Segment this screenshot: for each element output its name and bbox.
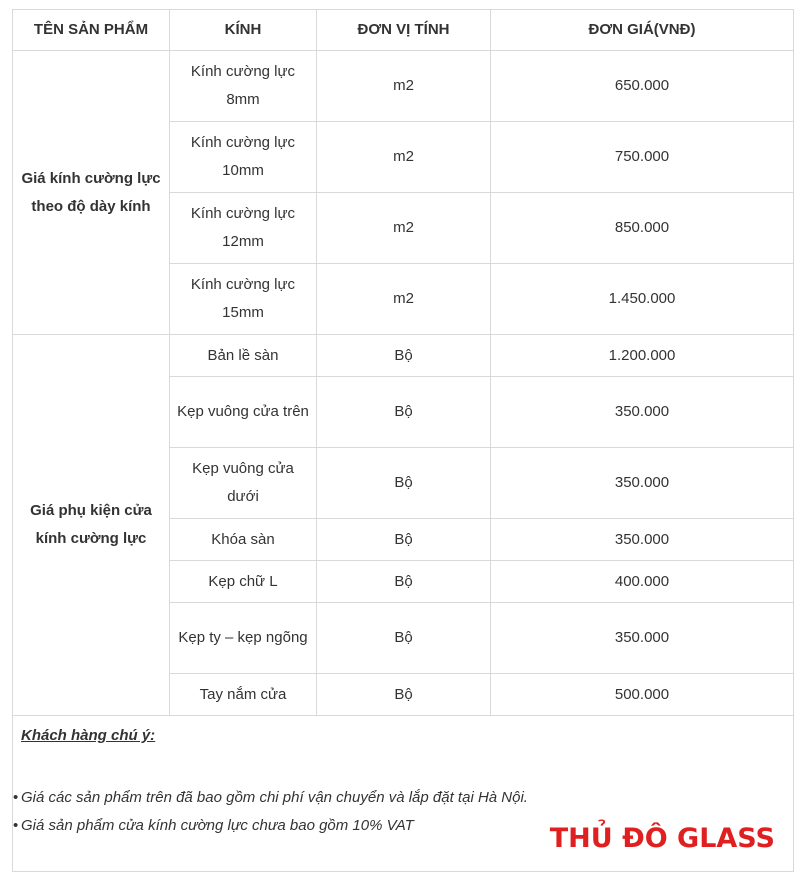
item-unit: m2: [317, 264, 491, 335]
item-unit: m2: [317, 122, 491, 193]
notes-row: [13, 716, 794, 872]
item-price: 350.000: [491, 448, 794, 519]
header-product-name: TÊN SẢN PHẨM: [13, 10, 170, 51]
header-row: [13, 10, 794, 51]
item-name: Kẹp vuông cửa dưới: [170, 448, 317, 519]
group-name-accessories: Giá phụ kiện cửa kính cường lực: [13, 335, 170, 716]
header-glass: KÍNH: [170, 10, 317, 51]
item-unit: Bộ: [317, 335, 491, 377]
notes-list: [13, 784, 528, 840]
bullet-icon: •: [13, 789, 19, 806]
item-price: 350.000: [491, 519, 794, 561]
list-item: [13, 812, 528, 840]
item-unit: Bộ: [317, 603, 491, 674]
item-name: Kẹp ty – kẹp ngõng: [170, 603, 317, 674]
item-unit: Bộ: [317, 561, 491, 603]
item-price: 350.000: [491, 377, 794, 448]
header-unit: ĐƠN VỊ TÍNH: [317, 10, 491, 51]
list-item: [13, 784, 528, 812]
item-name: Bản lề sàn: [170, 335, 317, 377]
item-name: Kẹp vuông cửa trên: [170, 377, 317, 448]
item-price: 400.000: [491, 561, 794, 603]
item-name: Kính cường lực 15mm: [170, 264, 317, 335]
item-price: 750.000: [491, 122, 794, 193]
price-table: [12, 9, 794, 872]
item-price: 1.200.000: [491, 335, 794, 377]
item-price: 500.000: [491, 674, 794, 716]
item-price: 1.450.000: [491, 264, 794, 335]
item-unit: Bộ: [317, 519, 491, 561]
item-name: Tay nắm cửa: [170, 674, 317, 716]
item-name: Kính cường lực 12mm: [170, 193, 317, 264]
item-unit: Bộ: [317, 448, 491, 519]
item-unit: Bộ: [317, 377, 491, 448]
item-name: Kính cường lực 10mm: [170, 122, 317, 193]
brand-logo-text: THỦ ĐÔ GLASS: [549, 823, 775, 854]
group-name-glass: Giá kính cường lực theo độ dày kính: [13, 51, 170, 335]
note-text: Giá các sản phẩm trên đã bao gồm chi phí vận chuyển và lắp đặt tại Hà Nội.: [21, 789, 528, 806]
item-unit: m2: [317, 193, 491, 264]
note-text: Giá sản phẩm cửa kính cường lực chưa bao gồm 10% VAT: [21, 817, 414, 834]
table-row: [13, 51, 794, 122]
item-price: 350.000: [491, 603, 794, 674]
item-unit: m2: [317, 51, 491, 122]
table-row: [13, 335, 794, 377]
notes-cell: [13, 716, 794, 872]
item-unit: Bộ: [317, 674, 491, 716]
item-price: 650.000: [491, 51, 794, 122]
header-price: ĐƠN GIÁ(VNĐ): [491, 10, 794, 51]
item-price: 850.000: [491, 193, 794, 264]
item-name: Khóa sàn: [170, 519, 317, 561]
notes-title: Khách hàng chú ý:: [21, 727, 156, 744]
item-name: Kẹp chữ L: [170, 561, 317, 603]
bullet-icon: •: [13, 817, 19, 834]
price-table-container: [12, 9, 793, 872]
item-name: Kính cường lực 8mm: [170, 51, 317, 122]
